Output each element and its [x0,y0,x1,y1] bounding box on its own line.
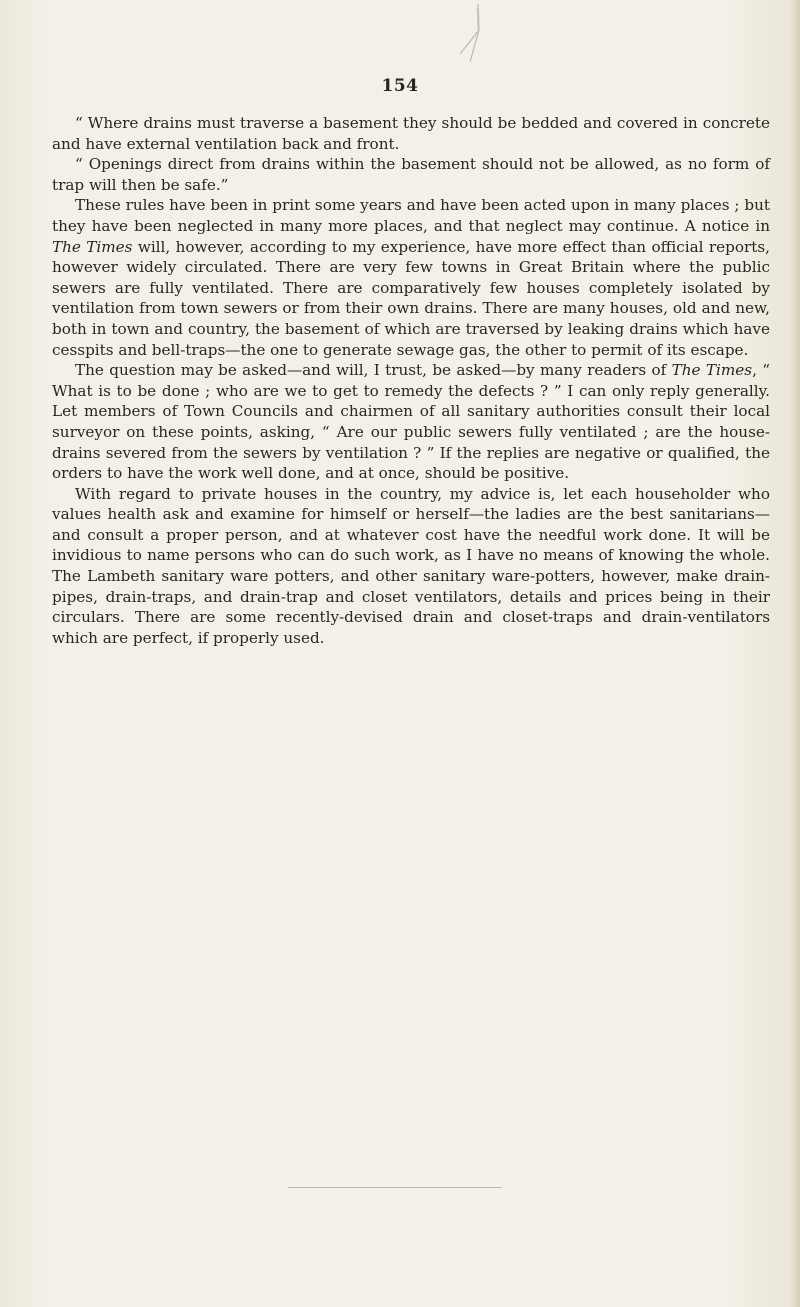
paragraph-text: “ Openings direct from drains within the basement should not be allowed, as no form of trap will then be safe.” [52,155,770,194]
faint-rule [288,1187,502,1188]
page-number: 154 [381,76,419,96]
paragraph-text: These rules have been in print some years and have been acted upon in many places ; but they have been neglected in many more places, and that neglect may continue. A notice in [52,196,770,235]
pencil-mark-graphic [448,2,488,72]
paragraph [52,113,770,154]
paragraph [52,484,770,649]
body-text [52,113,770,648]
newspaper-title: The Times [671,361,753,380]
page-edge-shadow [790,0,800,1307]
paragraph-text: With regard to private houses in the country, my advice is, let each householder who values health ask and examine for himself or herself—the ladies are the best sanitarians—and consult a proper person, and at whatever cost have the needful work done. It will be invidious to name persons who can do such work, as I have no means of knowing the whole. The Lambeth sanitary ware potters, and other sanitary ware-potters, however, make drain-pipes, drain-traps, and drain-trap and closet ventilators, details and prices being in their circulars. There are some recently-devised drain and closet-traps and drain-ventilators which are perfect, if properly used. [52,484,770,647]
paragraph-text: will, however, according to my experience, have more effect than official reports, however widely circulated. There are very few towns in Great Britain where the public sewers are fully ventilated. There are comparatively few houses completely isolated by ventilation from town sewers or from their own drains. There are many houses, old and new, both in town and country, the basement of which are traversed by leaking drains which have cesspits and bell-traps—the one to generate sewage gas, the other to permit of its escape. [52,237,770,359]
paragraph [52,195,770,360]
paragraph [52,360,770,484]
paragraph [52,154,770,195]
paragraph-text: The question may be asked—and will, I trust, be asked—by many readers of [75,361,672,380]
newspaper-title: The Times [52,237,133,256]
paragraph-text: “ Where drains must traverse a basement they should be bedded and covered in concrete and have external ventilation back and front. [52,114,770,153]
paragraph-text: , “ What is to be done ; who are we to get to remedy the defects ? ” I can only reply generally. Let members of Town Councils and chairmen of all sanitary authorities consult their local surveyor on these points, asking, “ Are our public sewers fully ventilated ; are the house-drains severed from the sewers by ventilation ? ” If the replies are negative or qualified, the orders to have the work well done, and at once, should be positive. [52,361,770,483]
